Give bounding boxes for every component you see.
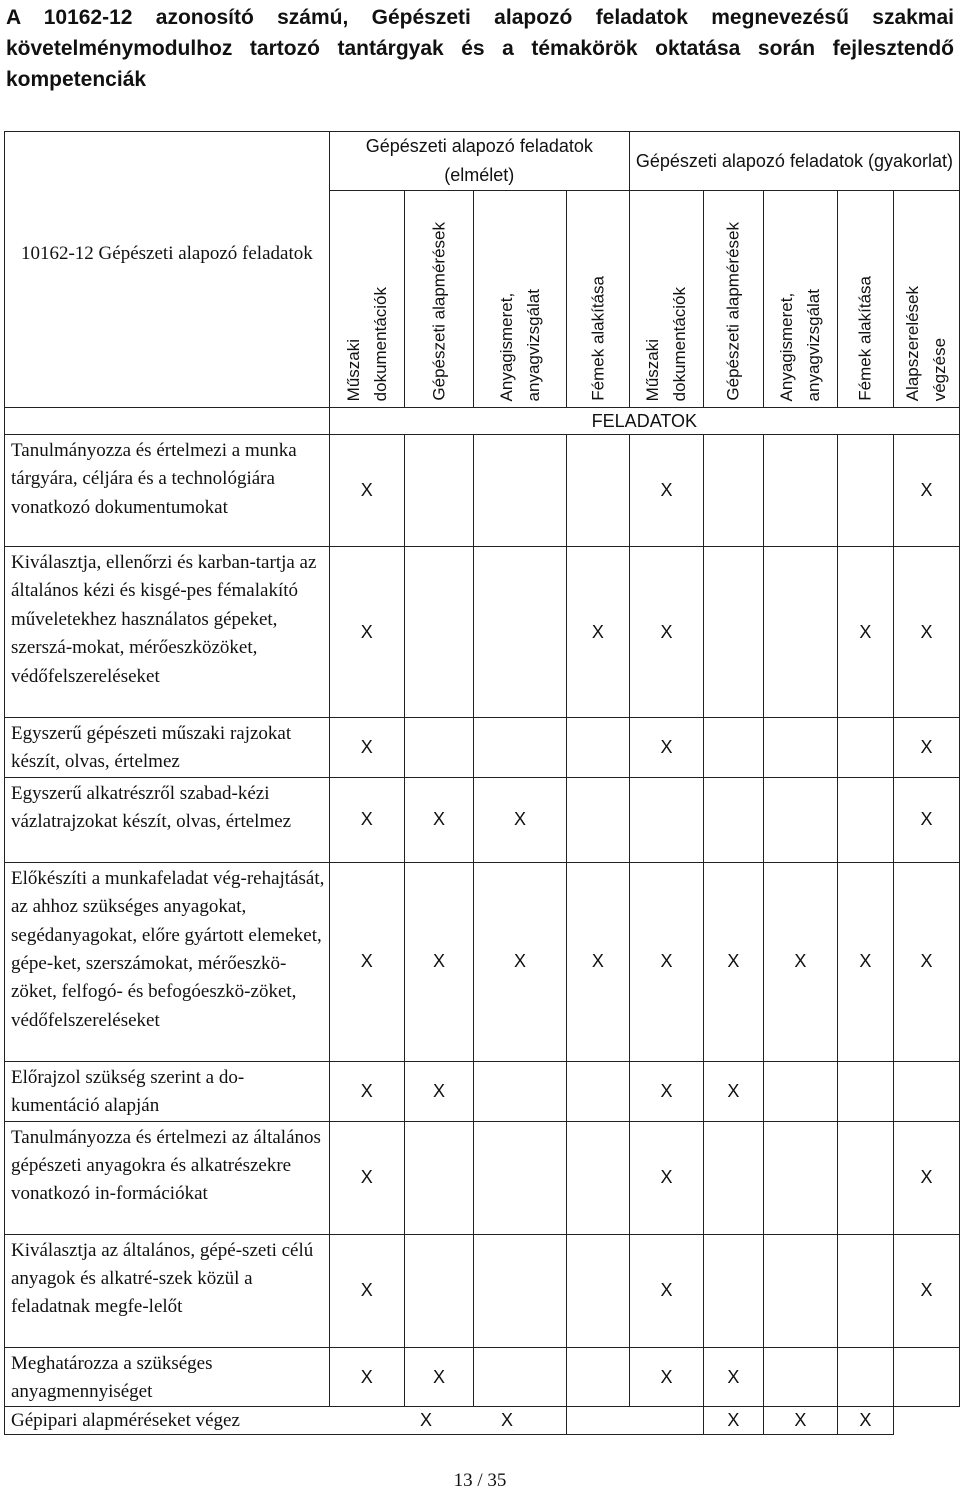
mark-cell: X: [837, 862, 893, 1061]
mark-cell: [404, 435, 473, 547]
mark-cell: X: [837, 1407, 893, 1435]
table-row: [5, 1407, 960, 1435]
mark-cell: [837, 777, 893, 862]
mark-cell: [704, 547, 764, 718]
mark-cell: [704, 1121, 764, 1234]
mark-cell: X: [566, 547, 629, 718]
mark-cell: [566, 1234, 629, 1347]
mark-cell: [474, 547, 567, 718]
group-header-practice: Gépészeti alapozó feladatok (gyakorlat): [629, 132, 959, 191]
mark-cell: X: [893, 435, 959, 547]
mark-cell: X: [629, 1121, 703, 1234]
mark-cell: [763, 1347, 837, 1407]
mark-cell: [566, 777, 629, 862]
mark-cell: X: [566, 862, 629, 1061]
mark-cell: X: [763, 862, 837, 1061]
mark-cell: [474, 435, 567, 547]
mark-cell: X: [501, 1410, 514, 1431]
column-header-label: Alapszerelések végzése: [903, 285, 950, 401]
task-cell: Tanulmányozza és értelmezi az általános gépészeti anyagokra és alkatrészekre vonatkozó in-formációkat: [5, 1121, 330, 1234]
task-cell: Egyszerű alkatrészről szabad-kézi vázlatrajzokat készít, olvas, értelmez: [5, 777, 330, 862]
mark-cell: [704, 1234, 764, 1347]
mark-cell: X: [404, 862, 473, 1061]
page-heading: A 10162-12 azonosító számú, Gépészeti alapozó feladatok megnevezésű szakmai követelménymodulhoz tartozó tantárgyak és a témakörök oktatása során fejlesztendő kompetenciák: [6, 6, 954, 91]
mark-cell: [837, 1121, 893, 1234]
table-row: [5, 862, 960, 1061]
mark-cell: X: [329, 547, 404, 718]
mark-cell: X: [893, 547, 959, 718]
table-row: [5, 1121, 960, 1234]
mark-cell: [404, 718, 473, 778]
mark-cell: [566, 1347, 629, 1407]
column-header: [404, 191, 473, 408]
mark-cell: X: [404, 1061, 473, 1121]
mark-cell: [474, 1347, 567, 1407]
mark-cell: X: [704, 1061, 764, 1121]
page-number: 13 / 35: [453, 1470, 507, 1491]
mark-cell: [893, 1347, 959, 1407]
mark-cell: X: [420, 1410, 433, 1431]
table-row: [5, 1234, 960, 1347]
table-row: [5, 1347, 960, 1407]
mark-cell: X: [404, 1347, 473, 1407]
mark-cell: X: [763, 1407, 837, 1435]
column-header-label: Anyagismeret, anyagvizsgálat: [497, 288, 544, 401]
module-label: 10162-12 Gépészeti alapozó feladatok: [20, 243, 313, 264]
column-header-label: Műszaki dokumentációk: [343, 286, 390, 401]
mark-cell: X: [329, 1121, 404, 1234]
column-header: [763, 191, 837, 408]
column-header: [629, 191, 703, 408]
mark-cell: X: [329, 1061, 404, 1121]
mark-cell: [629, 777, 703, 862]
column-header: [704, 191, 764, 408]
module-corner-cell: [5, 132, 330, 408]
table-row: [5, 547, 960, 718]
task-cell: Meghatározza a szükséges anyagmennyiséget: [5, 1347, 330, 1407]
mark-cell: [704, 718, 764, 778]
table-row: [5, 718, 960, 778]
mark-cell: [763, 1121, 837, 1234]
mark-cell: X: [893, 777, 959, 862]
column-header: [329, 191, 404, 408]
task-cell: Előrajzol szükség szerint a do-kumentáció alapján: [5, 1061, 330, 1121]
column-header-label: Fémek alakítása: [855, 276, 875, 401]
mark-cell: [404, 1234, 473, 1347]
column-header-label: Gépészeti alapmérések: [723, 222, 743, 401]
mark-cell: X: [329, 862, 404, 1061]
column-header: [893, 191, 959, 408]
task-cell: Tanulmányozza és értelmezi a munka tárgyára, céljára és a technológiára vonatkozó dokumentumokat: [5, 435, 330, 547]
mark-cell: X: [329, 435, 404, 547]
mark-cell: X: [474, 777, 567, 862]
mark-cell: X: [329, 777, 404, 862]
mark-cell: X: [629, 1347, 703, 1407]
mark-cell: [837, 1061, 893, 1121]
mark-cell: [404, 547, 473, 718]
mark-cell: X: [629, 547, 703, 718]
mark-cell: [763, 547, 837, 718]
mark-cell: [837, 1234, 893, 1347]
task-text: Gépipari alapméréseket végez: [11, 1409, 240, 1431]
mark-cell: [837, 718, 893, 778]
group-header-theory: Gépészeti alapozó feladatok (elmélet): [329, 132, 629, 191]
mark-cell: X: [893, 862, 959, 1061]
column-header-label: Műszaki dokumentációk: [643, 286, 690, 401]
mark-cell: X: [893, 718, 959, 778]
mark-cell: [704, 435, 764, 547]
mark-cell: X: [629, 862, 703, 1061]
merged-task-cell: [5, 1407, 567, 1435]
mark-cell: X: [704, 1347, 764, 1407]
mark-cell: X: [704, 862, 764, 1061]
mark-cell: [763, 1234, 837, 1347]
column-header-label: Fémek alakítása: [588, 276, 608, 401]
table-row: [5, 777, 960, 862]
mark-cell: [566, 1061, 629, 1121]
mark-cell: [837, 1347, 893, 1407]
task-cell: Előkészíti a munkafeladat vég-rehajtását, az ahhoz szükséges anyagokat, segédanyagokat, előre gyártott elemeket, gépe-ket, szerszámokat, mérőeszkö-zöket, felfogó- és befogóeszkö-zöket, védőfelszereléseket: [5, 862, 330, 1061]
mark-cell: [763, 718, 837, 778]
mark-cell: [566, 718, 629, 778]
mark-cell: [566, 1407, 703, 1435]
mark-cell: X: [629, 1234, 703, 1347]
task-cell: Kiválasztja, ellenőrzi és karban-tartja az általános kézi és kisgé-pes fémalakító műveletekhez használatos gépeket, szerszá-mokat, mérőeszközöket, védőfelszereléseket: [5, 547, 330, 718]
mark-cell: [893, 1061, 959, 1121]
mark-cell: [763, 435, 837, 547]
table-row: [5, 435, 960, 547]
mark-cell: X: [329, 1347, 404, 1407]
mark-cell: [404, 1121, 473, 1234]
mark-cell: X: [893, 1121, 959, 1234]
competency-table: [4, 131, 960, 1435]
mark-cell: [763, 777, 837, 862]
mark-cell: [474, 718, 567, 778]
mark-cell: X: [329, 1234, 404, 1347]
blank-cell: [5, 408, 330, 435]
column-header: [837, 191, 893, 408]
mark-cell: X: [837, 547, 893, 718]
mark-cell: [763, 1061, 837, 1121]
mark-cell: X: [474, 862, 567, 1061]
table-row: [5, 1061, 960, 1121]
mark-cell: X: [893, 1234, 959, 1347]
task-cell: Egyszerű gépészeti műszaki rajzokat készít, olvas, értelmez: [5, 718, 330, 778]
mark-cell: [474, 1121, 567, 1234]
task-cell: Kiválasztja az általános, gépé-szeti célú anyagok és alkatré-szek közül a feladatnak megfe-lelőt: [5, 1234, 330, 1347]
column-header-label: Gépészeti alapmérések: [429, 222, 449, 401]
mark-cell: X: [404, 777, 473, 862]
mark-cell: X: [629, 718, 703, 778]
mark-cell: [566, 435, 629, 547]
mark-cell: [474, 1061, 567, 1121]
mark-cell: [474, 1234, 567, 1347]
column-header-label: Anyagismeret, anyagvizsgálat: [777, 288, 824, 401]
mark-cell: X: [629, 1061, 703, 1121]
column-header: [566, 191, 629, 408]
mark-cell: X: [629, 435, 703, 547]
mark-cell: [837, 435, 893, 547]
mark-cell: X: [329, 718, 404, 778]
mark-cell: [704, 777, 764, 862]
section-label: FELADATOK: [329, 408, 959, 435]
mark-cell: [566, 1121, 629, 1234]
mark-cell: X: [704, 1407, 764, 1435]
column-header: [474, 191, 567, 408]
